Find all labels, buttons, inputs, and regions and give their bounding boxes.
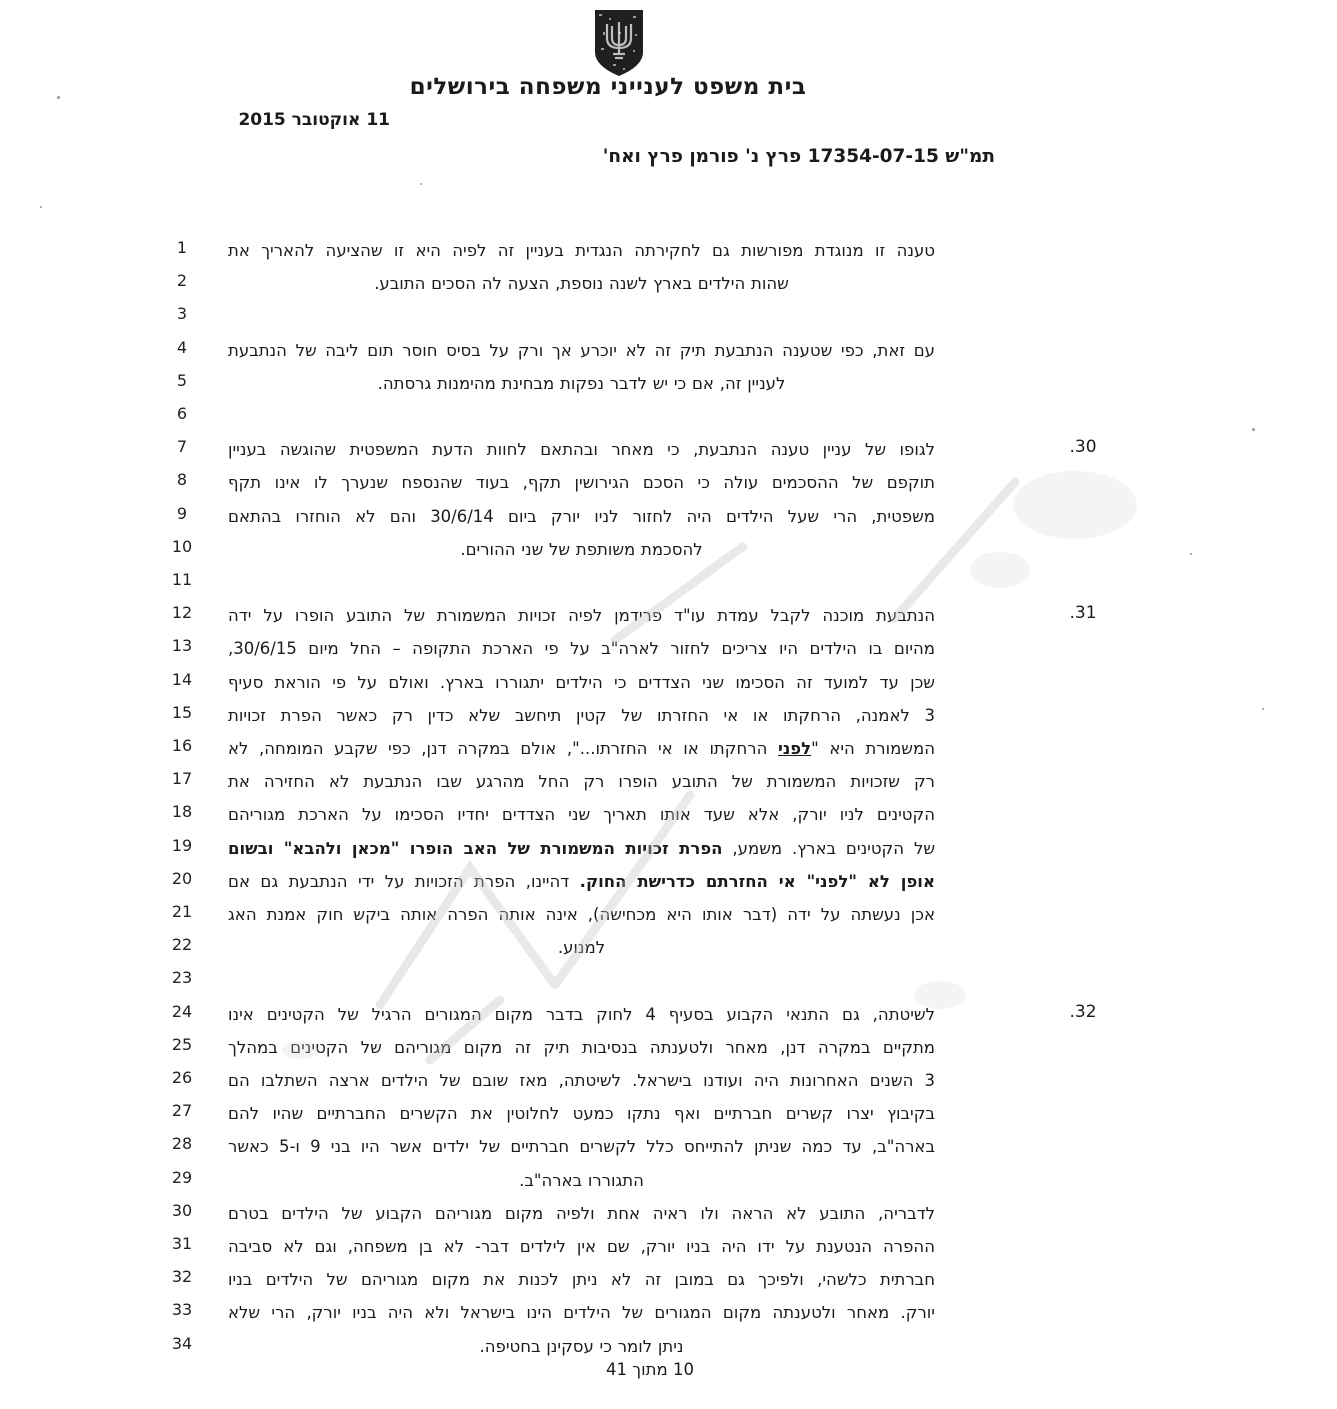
line-text: הנתבעת מוכנה לקבל עמדת עו"ד פרידמן לפיה זכויות המשמורת של התובע הופרו על ידה	[228, 606, 935, 626]
page-indicator: 10 מתוך 41	[606, 1360, 694, 1379]
line-number: 24	[171, 1001, 193, 1021]
line-number: 15	[171, 702, 193, 722]
document-line-26	[0, 1066, 1337, 1100]
document-line-8	[0, 468, 1337, 502]
line-number: 1	[176, 238, 188, 257]
line-number: 6	[176, 404, 188, 423]
document-line-31	[0, 1232, 1337, 1266]
document-line-4	[0, 336, 1337, 370]
document-line-18	[0, 800, 1337, 834]
line-number: 22	[171, 935, 193, 955]
line-text: שכן עד למועד זה הסכימו שני הצדדים כי הילדים יתגוררו בארץ. ואולם על פי הוראת סעיף	[228, 672, 935, 692]
line-number: 12	[171, 603, 193, 623]
line-text: מהיום בו הילדים היו צריכים לחזור לארה"ב על פי הארכת התקופה – החל מיום 30/6/15,	[228, 639, 935, 659]
line-text: לשיטתה, גם התנאי הקבוע בסעיף 4 לחוק בדבר מקום המגורים הרגיל של הקטינים אינו	[228, 1004, 935, 1024]
document-line-1	[0, 236, 1337, 270]
document-line-21	[0, 900, 1337, 934]
line-text: יורק. מאחר ולטענתה מקום המגורים של הילדים הינו בישראל ולא היה בניו יורק, הרי שלא	[228, 1303, 935, 1323]
scan-speck	[1252, 428, 1255, 431]
line-text: 3 השנים האחרונות היה ועודנו בישראל. לשיטתה, מאז שובם של הילדים ארצה השתלבו הם	[228, 1071, 935, 1090]
document-line-12	[0, 601, 1337, 635]
document-line-2	[0, 269, 1337, 303]
line-text: שהות הילדים בארץ לשנה נוספת, הצעה לה הסכים התובע.	[374, 274, 789, 294]
document-line-6	[0, 402, 1337, 436]
line-number: 30	[171, 1200, 193, 1220]
document-line-11	[0, 568, 1337, 602]
line-text: למנוע.	[557, 938, 606, 958]
line-number: 5	[176, 370, 188, 390]
line-text: ההפרה הנטענת על ידו היה בניו יורק, שם אין לילדים דבר- לא בן משפחה, וגם לא סביבה	[228, 1237, 935, 1256]
document-line-10	[0, 535, 1337, 569]
line-text: להסכמת משותפת של שני ההורים.	[460, 539, 703, 559]
document-line-3	[0, 302, 1337, 336]
document-line-7	[0, 435, 1337, 469]
line-number: 19	[171, 835, 193, 855]
line-text: תוקפם של ההסכמים עולה כי הסכם הגירושין תקף, בעוד שהנספח שנערך לו אינו תקף	[228, 473, 935, 493]
line-text: אופן לא "לפני" אי החזרתם כדרישת החוק. דהיינו, הפרת הזכויות על ידי הנתבעת גם אם	[228, 871, 935, 891]
line-text: 3 לאמנה, הרחקתו או אי החזרתו של קטין תיחשב שלא כדין רק כאשר הפרת זכויות	[228, 705, 935, 725]
line-text: אכן נעשתה על ידה (דבר אותו היא מכחישה), אינה אותה הפרה אותה ביקש חוק אמנת האג	[228, 905, 935, 924]
document-line-16	[0, 734, 1337, 768]
line-number: 27	[171, 1101, 193, 1121]
line-number: 21	[171, 902, 193, 921]
line-number: 20	[171, 868, 193, 888]
line-text: לעניין זה, אם כי יש לדבר נפקות מבחינת מהימנות גרסתה.	[377, 373, 786, 393]
line-number: 13	[171, 636, 193, 656]
line-text: משפטית, הרי שעל הילדים היה לחזור לניו יורק ביום 30/6/14 והם לא הוחזרו בהתאם	[228, 506, 935, 526]
line-text: לגופו של עניין טענה הנתבעת, כי מאחר ובהתאם לחוות הדעת המשפטית שהוגשה בעניין	[228, 440, 935, 460]
line-text: חברתית כלשהי, ולפיכך גם במובן זה לא ניתן לכנות את מקום מגוריהם של הילדים בניו	[228, 1270, 935, 1290]
line-number: 23	[171, 968, 193, 988]
line-number: 33	[171, 1300, 193, 1320]
line-text: טענה זו מנוגדת מפורשות גם לחקירתה הנגדית בעניין זה לפיה היא זו שהציעה להאריך את	[228, 241, 935, 260]
line-text: התגוררו בארה"ב.	[519, 1170, 644, 1190]
line-number: 8	[176, 470, 188, 490]
scan-speck	[57, 96, 60, 99]
line-number: 4	[176, 337, 188, 357]
document-line-13	[0, 634, 1337, 668]
scan-speck	[1190, 553, 1192, 555]
line-number: 16	[171, 736, 193, 755]
scan-speck	[40, 206, 42, 208]
line-number: 34	[171, 1333, 193, 1353]
line-text: של הקטינים בארץ. משמע, הפרת זכויות המשמורת של האב הופרו "מכאן ולהבא" ובשום	[228, 838, 936, 858]
document-line-27	[0, 1099, 1337, 1133]
document-line-29	[0, 1166, 1337, 1200]
line-text: הקטינים לניו יורק, אלא שעד אותו תאריך שני הצדדים יחדיו הסכימו על הארכת מגוריהם	[228, 805, 935, 825]
document-line-15	[0, 701, 1337, 735]
document-line-9	[0, 502, 1337, 536]
line-number: 29	[171, 1167, 193, 1187]
document-line-30	[0, 1199, 1337, 1233]
document-line-17	[0, 767, 1337, 801]
paragraph-number: 30.	[1069, 437, 1097, 458]
line-number: 26	[171, 1068, 193, 1087]
line-text: רק שזכויות המשמורת של התובע הופרו רק החל מהרגע שבו הנתבעת לא החזירה את	[228, 772, 935, 792]
document-line-22	[0, 933, 1337, 967]
document-date: 11 אוקטובר 2015	[238, 110, 390, 130]
document-line-28	[0, 1132, 1337, 1166]
line-number: 28	[171, 1134, 193, 1154]
line-number: 3	[176, 304, 188, 324]
scan-speck	[1262, 708, 1264, 710]
line-text: עם זאת, כפי שטענה הנתבעת תיק זה לא יוכרע אך ורק על בסיס חוסר תום ליבה של הנתבעת	[228, 340, 935, 360]
line-number: 11	[171, 570, 193, 589]
document-line-25	[0, 1033, 1337, 1067]
document-line-20	[0, 867, 1337, 901]
document-line-24	[0, 1000, 1337, 1034]
paragraph-number: 32.	[1069, 1001, 1097, 1022]
line-text: ניתן לומר כי עסקינן בחטיפה.	[479, 1336, 684, 1356]
line-number: 7	[176, 437, 188, 457]
line-number: 32	[171, 1267, 193, 1287]
line-number: 18	[171, 802, 193, 822]
line-number: 31	[171, 1234, 193, 1253]
document-line-5	[0, 369, 1337, 403]
line-text: בקיבוץ יצרו קשרים חברתיים ואף נתקו כמעט לחלוטין את הקשרים החברתיים שהיו להם	[228, 1104, 935, 1124]
document-line-19	[0, 834, 1337, 868]
scan-speck	[420, 183, 422, 185]
line-number: 10	[171, 536, 193, 556]
line-number: 14	[171, 669, 193, 689]
line-number: 9	[176, 503, 188, 523]
document-line-33	[0, 1298, 1337, 1332]
line-number: 17	[171, 769, 193, 789]
line-text: המשמורת היא "לפני הרחקתו או אי החזרתו...", אולם במקרה דנן, כפי שקבע המומחה, לא	[228, 739, 935, 758]
line-text: בארה"ב, עד כמה שניתן להתייחס כלל לקשרים חברתיים של ילדים אשר היו בני 9 ו-5 כאשר	[228, 1137, 935, 1157]
document-line-32	[0, 1265, 1337, 1299]
line-number: 2	[176, 271, 188, 291]
line-number: 25	[171, 1034, 193, 1054]
document-line-23	[0, 966, 1337, 1000]
paragraph-number: 31.	[1069, 603, 1097, 624]
line-text: לדבריה, התובע לא הראה ולו ראיה אחת ולפיה מקום מגוריהם הקבוע של הילדים בטרם	[228, 1203, 935, 1223]
case-number-line: תמ"ש 17354-07-15 פרץ נ' פורמן פרץ ואח'	[602, 146, 995, 167]
line-text: מתקיים במקרה דנן, מאחר ולטענתה בנסיבות תיק זה מקום מגוריהם של הקטינים במהלך	[228, 1037, 935, 1057]
document-line-14	[0, 668, 1337, 702]
court-title: בית משפט לענייני משפחה בירושלים	[409, 74, 807, 100]
